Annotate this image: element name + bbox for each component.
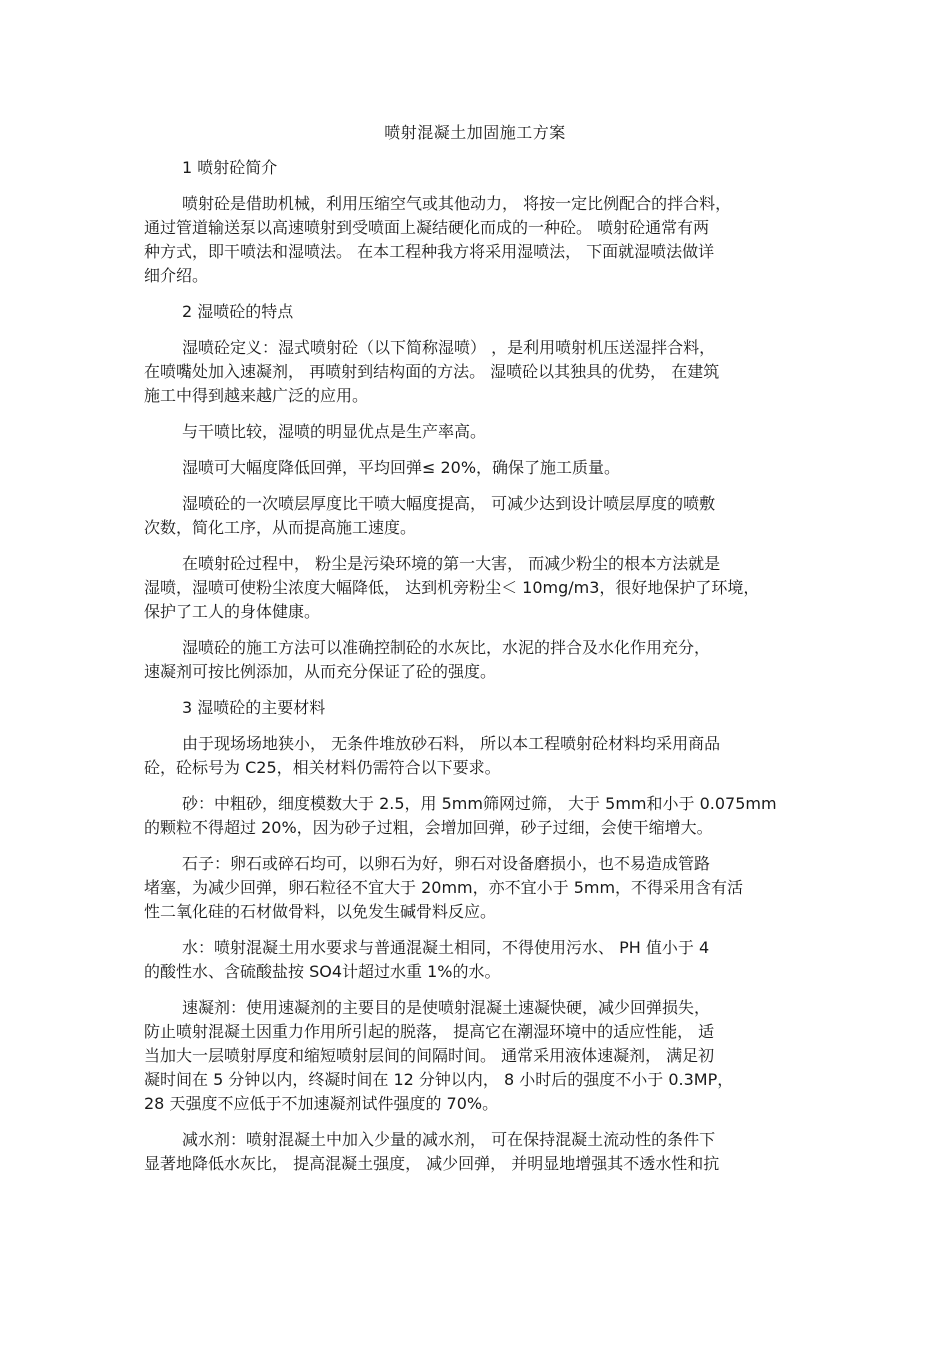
text-line: 种方式，即干喷法和湿喷法。 在本工程种我方将采用湿喷法， 下面就湿喷法做详 — [144, 242, 715, 261]
text-line: 减水剂：喷射混凝土中加入少量的减水剂， 可在保持混凝土流动性的条件下 — [182, 1130, 716, 1149]
document-title: 喷射混凝土加固施工方案 — [384, 123, 566, 142]
text-line: 由于现场场地狭小， 无条件堆放砂石料， 所以本工程喷射砼材料均采用商品 — [182, 734, 721, 753]
text-line: 与干喷比较，湿喷的明显优点是生产率高。 — [182, 422, 487, 441]
text-line: 性二氧化硅的石材做骨料，以免发生碱骨料反应。 — [144, 902, 497, 921]
document-body — [144, 156, 812, 1176]
text-line: 堵塞，为减少回弹，卵石粒径不宜大于 20mm，亦不宜小于 5mm，不得采用含有活 — [144, 878, 744, 897]
text-line: 速凝剂可按比例添加，从而充分保证了砼的强度。 — [144, 662, 497, 681]
text-line: 石子：卵石或碎石均可，以卵石为好，卵石对设备磨损小，也不易造成管路 — [182, 854, 711, 873]
text-line: 在喷嘴处加入速凝剂， 再喷射到结构面的方法。 湿喷砼以其独具的优势， 在建筑 — [144, 362, 720, 381]
text-line: 湿喷，湿喷可使粉尘浓度大幅降低， 达到机旁粉尘＜ 10mg/m3，很好地保护了环境， — [144, 578, 760, 597]
text-line: 当加大一层喷射厚度和缩短喷射层间的间隔时间。 通常采用液体速凝剂， 满足初 — [144, 1046, 715, 1065]
text-line: 在喷射砼过程中， 粉尘是污染环境的第一大害， 而减少粉尘的根本方法就是 — [182, 554, 721, 573]
text-line: 1 喷射砼简介 — [182, 158, 278, 177]
text-line: 水：喷射混凝土用水要求与普通混凝土相同，不得使用污水、 PH 值小于 4 — [182, 938, 710, 957]
text-line: 喷射砼是借助机械，利用压缩空气或其他动力， 将按一定比例配合的拌合料， — [182, 194, 732, 213]
text-line: 防止喷射混凝土因重力作用所引起的脱落， 提高它在潮湿环境中的适应性能， 适 — [144, 1022, 715, 1041]
text-line: 施工中得到越来越广泛的应用。 — [144, 386, 369, 405]
text-line: 湿喷砼的一次喷层厚度比干喷大幅度提高， 可减少达到设计喷层厚度的喷敷 — [182, 494, 716, 513]
text-line: 显著地降低水灰比， 提高混凝土强度， 减少回弹， 并明显地增强其不透水性和抗 — [144, 1154, 720, 1173]
text-line: 保护了工人的身体健康。 — [144, 602, 321, 621]
text-line: 砂：中粗砂，细度模数大于 2.5，用 5mm筛网过筛， 大于 5mm和小于 0.075mm — [182, 794, 777, 813]
text-line: 湿喷砼的施工方法可以准确控制砼的水灰比，水泥的拌合及水化作用充分， — [182, 638, 711, 657]
text-line: 凝时间在 5 分钟以内，终凝时间在 12 分钟以内， 8 小时后的强度不小于 0.3MP， — [144, 1070, 734, 1089]
text-line: 湿喷砼定义：湿式喷射砼（以下简称湿喷） ，是利用喷射机压送湿拌合料， — [182, 338, 716, 357]
text-line: 的颗粒不得超过 20%，因为砂子过粗，会增加回弹，砂子过细，会使干缩增大。 — [144, 818, 713, 837]
text-line: 3 湿喷砼的主要材料 — [182, 698, 326, 717]
text-line: 次数，简化工序，从而提高施工速度。 — [144, 518, 417, 537]
text-line: 砼，砼标号为 C25，相关材料仍需符合以下要求。 — [144, 758, 501, 777]
text-line: 的酸性水、含硫酸盐按 SO4计超过水重 1%的水。 — [144, 962, 501, 981]
text-line: 速凝剂：使用速凝剂的主要目的是使喷射混凝土速凝快硬，减少回弹损失， — [182, 998, 711, 1017]
text-line: 通过管道输送泵以高速喷射到受喷面上凝结硬化而成的一种砼。 喷射砼通常有两 — [144, 218, 710, 237]
text-line: 28 天强度不应低于不加速凝剂试件强度的 70%。 — [144, 1094, 499, 1113]
text-line: 2 湿喷砼的特点 — [182, 302, 294, 321]
text-line: 细介绍。 — [144, 266, 209, 285]
text-line: 湿喷可大幅度降低回弹，平均回弹≤ 20%，确保了施工质量。 — [182, 458, 621, 477]
